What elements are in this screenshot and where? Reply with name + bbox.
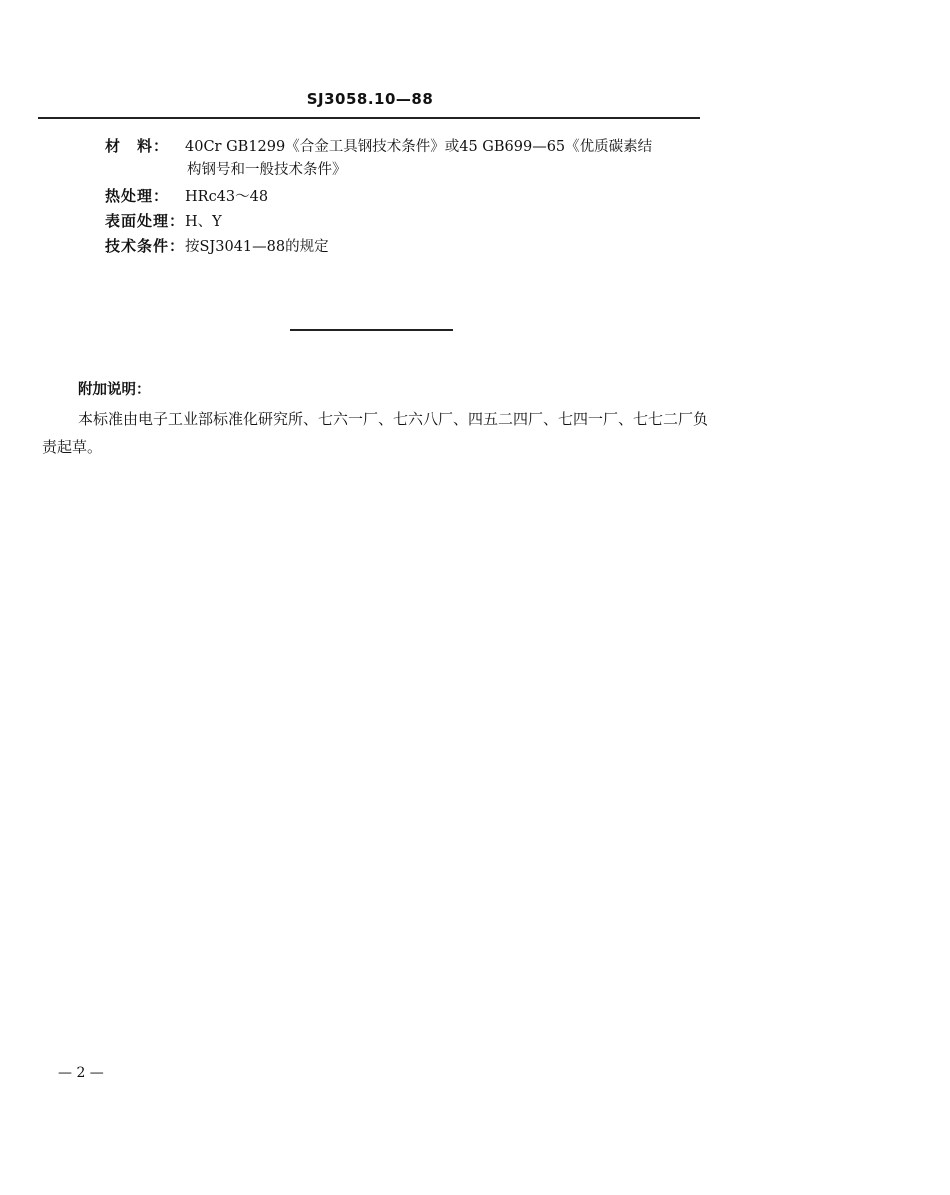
spec-row-material bbox=[105, 134, 652, 159]
spec-row-heat-treatment bbox=[105, 184, 268, 209]
spec-value-material-continued: 构钢号和一般技术条件》 bbox=[187, 162, 347, 178]
header-divider bbox=[38, 117, 700, 119]
spec-label-material: 材 料： bbox=[105, 137, 170, 155]
spec-row-surface-treatment bbox=[105, 209, 222, 234]
note-body: 本标准由电子工业部标准化研究所、七六一厂、七六八厂、四五二四厂、七四一厂、七七二厂负责起草。 bbox=[42, 410, 709, 456]
spec-label-heat-treatment: 热处理： bbox=[105, 187, 170, 205]
spec-row-technical-conditions bbox=[105, 234, 329, 259]
page-number: — 2 — bbox=[58, 1065, 104, 1081]
spec-value-surface-treatment: H、Y bbox=[185, 214, 222, 230]
spec-value-heat-treatment: HRc43～48 bbox=[185, 189, 269, 205]
standard-number: SJ3058.10—88 bbox=[306, 90, 434, 108]
spec-value-material: 40Cr GB1299《合金工具钢技术条件》或45 GB699—65《优质碳素结 bbox=[185, 139, 653, 155]
note-title: 附加说明： bbox=[78, 382, 151, 398]
spec-value-technical-conditions: 按SJ3041—88的规定 bbox=[185, 239, 329, 255]
spec-label-technical-conditions: 技术条件： bbox=[105, 237, 186, 255]
spec-label-surface-treatment: 表面处理： bbox=[105, 212, 186, 230]
end-divider bbox=[290, 329, 453, 331]
